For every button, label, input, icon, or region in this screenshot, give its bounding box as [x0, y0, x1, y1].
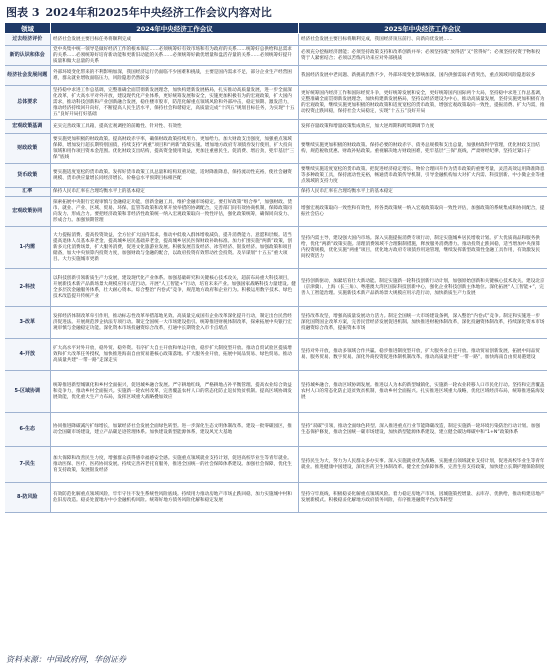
table-row — [5, 46, 547, 66]
cell-2025: 发挥存量政策和增量政策集成效应，加大逆周期和跨周期调节力度 — [299, 120, 547, 134]
cell-2024: 加大保障和改善民生力度，增强群众获得感幸福感安全感。实施重点领域就业支持计划，促进高校毕业生等青年就业。推动医保、医疗、医药协同发展。持续完善养老托育服务，推进全国统一的社会保障体系建设。加强社会保障，优化生育支持政策，发展银发经济 — [51, 447, 299, 483]
cell-2024: 探索拓展中央银行宏观审慎与金融稳定功能，创新金融工具，维护金融市场稳定。要打好政策“组合拳”，加强财政、货币、就业、产业、区域、贸易、环保、监管等政策和改革开放举措的协调配合，完善部门间有效协商机制，保障政策同向发力、形成合力。要把经济政策和非经济性政策统一纳入宏观政策取向一致性评估，强化政策统筹，确保同向发力、形成合力。加强预期管理 — [51, 197, 299, 227]
table-row — [5, 66, 547, 86]
cell-2024: 要实施更加积极的财政政策。提高财政赤字率，确保财政政策持续用力、更加给力。加大财政支出强度，加强重点领域保障，增加发行超长期特别国债，持续支持“两重”项目和“两新”政策实施。增加地方政府专项债券发行使用，扩大投向领域和用作项目资本金范围。优化财政支出结构，提高资金使用效益，更加注重惠民生、促消费、增后劲，兜牢基层“三保”底线 — [51, 134, 299, 164]
cell-2024: 大力提振消费、提高投资效益，全方位扩大国内需求。推动中低收入群体增收减负，提升消费能力、意愿和层级。适当提高退休人员基本养老金，提高城乡居民基础养老金，提高城乡居民医保财政补助标准。加力扩围实施“两新”政策，创新多元化消费场景，扩大服务消费，促进文化旅游业发展。积极发展首发经济、冰雪经济、银发经济。加强政策和项目储备，加大中央预算内投资力度，加强财政与金融的配合，以政府投资有效带动社会投资。及早谋划“十五五”重大项目。大力实施城市更新 — [51, 227, 299, 269]
table-row — [5, 307, 547, 339]
cell-2025: 增强宏观政策取向一致性和有效性，将各类政策统一纳入宏观政策取向一致性评估，加强政策的系统集成和协同配合，提振社会信心 — [299, 197, 547, 227]
cell-2024: 扩大高水平对外开放，稳外贸、稳外资。有序扩大自主开放和单边开放，稳步扩大制度型开放。推动自贸试验区提质增效和扩大改革任务授权，加快推进海南自由贸易港核心政策落地。扩大服务业开放，拓展中间品贸易、绿色贸易。推动高质量共建“一带一路”走深走实 — [51, 339, 299, 371]
area-cell: 7-民生 — [5, 447, 51, 483]
cell-2025: 坚持城乡融合，推动区域协调发展。推进以人为本的新型城镇化，实施新一轮农业转移人口市民化行动。坚持和完善覆盖农村人口的常态化防止返贫致贫机制，推动乡村全面振兴。扎实推进区域重大战略，优化区域经济布局，统筹推进陆海发展 — [299, 371, 547, 413]
area-cell: 货币政策 — [5, 164, 51, 188]
cell-2025: 我国经济发展中老问题、新挑战仍然不少，外部环境变化影响加深，国内供强需弱矛盾突出，重点领域风险隐患较多 — [299, 66, 547, 86]
cell-2025: 更好统筹国内经济工作和国际经贸斗争，更好统筹发展和安全，更好统筹国内国际两个大局，坚持稳中求进工作总基调，完整准确全面贯彻新发展理念，加快构建新发展格局，坚持以经济建设为中心，推动高质量发展，坚持实施更加积极有为的宏观政策，继续实施更加积极的财政政策和适度宽松的货币政策，增强宏观政策取向一致性，提振消费、扩大内需，推动投资止跌回稳，保持社会大局稳定，实现“十五五”良好开局 — [299, 86, 547, 120]
area-cell: 5-区域协调 — [5, 371, 51, 413]
table-row — [5, 227, 547, 269]
figure-title-label: 图表 3 — [6, 6, 40, 19]
figure-title-text: 2024年和2025年中央经济工作会议内容对比 — [45, 6, 272, 19]
area-cell: 新的认识和体会 — [5, 46, 51, 66]
cell-2025: 保持人民币汇率在合理均衡水平上的基本稳定 — [299, 188, 547, 197]
cell-2024: 外部环境变化带来的不利影响加深，我国经济运行仍面临不少困难和挑战，主要是国内需求不足，部分企业生产经营困难，群众就业增收面临压力，风险隐患仍然较多 — [51, 66, 299, 86]
cell-2024: 保持人民币汇率在合理均衡水平上的基本稳定 — [51, 188, 299, 197]
area-cell: 3-改革 — [5, 307, 51, 339]
cell-2024: 发挥经济体制改革牵引作用，推动标志性改革举措落地见效。高质量完成国有企业改革深化提升行动，制定出台民营经济促进法。开展规范涉企执法专项行动。制定全国统一大市场建设指引。统筹推进财税体制改革，探索拓展中央银行宏观审慎与金融稳定功能。深化资本市场投融资综合改革，打通中长期资金入市卡点堵点 — [51, 307, 299, 339]
header-2025: 2025年中央经济工作会议 — [299, 23, 547, 34]
cell-2025: 必须充分挖掘经济潜能；必须坚持政策支持和改革创新并举；必须坚持既“放得活”又“管得好”；必须坚持投资于物和投资于人紧密结合；必须以苦练内功来应对外部挑战 — [299, 46, 547, 66]
cell-2024: 以科技创新引领新质生产力发展，建设现代化产业体系。加强基础研究和关键核心技术攻关，超前布局重大科技项目，开展新技术新产品新场景大规模应用示范行动。开展“人工智能+”行动，培育未来产业。加强国家战略科技力量建设。健全多层次金融服务体系，壮大耐心资本。综合整治“内卷式”竞争，规范地方政府和企业行为。积极运用数字技术、绿色技术改造提升传统产业 — [51, 269, 299, 307]
cell-2025: 坚持民生为大，努力为人民群众多办实事。深入实施就业优先战略，实施重点领域就业支持计划，促进高校毕业生等青年就业。推进健康中国建设，深化医药卫生体制改革。健全社会保障体系，完善生育支持政策，加快建立长期护理保险制度 — [299, 447, 547, 483]
cell-2024: 党中央集中统一领导是做好经济工作的根本保证……必须统筹好有效市场和有为政府的关系……统筹好总供给和总需求的关系……必须统筹好培育新动能和更新旧动能的关系……必须统筹好做优增量和盘活存量的关系……必须统筹好提升质量和做大总量的关系 — [51, 46, 299, 66]
cell-2024: 要实施适度宽松的货币政策。发挥好货币政策工具总量和结构双重功能，适时降准降息，保持流动性充裕，使社会融资规模、货币供应量增长同经济增长、价格总水平预期目标相匹配 — [51, 164, 299, 188]
cell-2025: 坚持对外开放，推动多领域合作共赢。稳步推进制度型开放，扩大服务业自主开放。推动贸易创新发展，拓展中间品贸易、服务贸易、数字贸易。深化外商投资促进体制机制改革。推动高质量共建“一带一路”，加快海南自由贸易港建设 — [299, 339, 547, 371]
table-row — [5, 339, 547, 371]
source-note: 资料来源：中国政府网，华创证券 — [6, 655, 126, 664]
area-cell: 6-生态 — [5, 413, 51, 447]
table-row — [5, 86, 547, 120]
area-cell: 1-内需 — [5, 227, 51, 269]
area-cell: 宏观政策协同 — [5, 197, 51, 227]
cell-2025: 要继续实施适度宽松的货币政策。把促进经济稳定增长、物价合理回升作为货币政策的重要考量，灵活高效运用降准降息等多种政策工具，保持流动性充裕，畅通货币政策传导机制，引导金融机构加大对扩大内需、科技创新、中小微企业等重点领域的支持力度 — [299, 164, 547, 188]
cell-2025: 坚持“双碳”引领，推动全面绿色转型。深入推进重点行业节能降碳改造，制定实施新一轮环境污染防治行动计划。加强生态保护修复，推动全国统一碳市场建设，加快新型能源体系建设，建立健全碳达峰碳中和“1+N”政策体系 — [299, 413, 547, 447]
cell-2024: 有效防范化解重点领域风险，牢牢守住不发生系统性风险底线。持续用力推动房地产市场止跌回稳，加力实施城中村和危旧房改造。稳妥处置地方中小金融机构风险。统筹好地方债务风险化解和稳定发展 — [51, 483, 299, 513]
header-area: 领域 — [5, 23, 51, 34]
area-cell: 4-开放 — [5, 339, 51, 371]
figure-title — [6, 4, 272, 20]
area-cell: 总体要求 — [5, 86, 51, 120]
cell-2025: 经济社会发展主要目标将顺利完成，我国经济顶压前行、向新向优发展…… — [299, 34, 547, 46]
table-header-row — [5, 23, 547, 34]
cell-2024: 经济社会发展主要目标任务将顺利完成 — [51, 34, 299, 46]
area-cell: 汇率 — [5, 188, 51, 197]
cell-2025: 坚持创新驱动，加紧培育壮大新动能。制定实施新一轮科技创新行动计划，加强原始创新和关键核心技术攻关。建设北京（京津冀）、上海（长三角）、粤港澳大湾区国际科技创新中心，强化企业科技创新主体地位。深化拓展“人工智能+”，完善人工智能治理。实施新技术新产品新场景大规模应用示范行动，加快新质生产力发展 — [299, 269, 547, 307]
table-row — [5, 371, 547, 413]
cell-2024: 充实完善政策工具箱，提高宏观调控的前瞻性、针对性、有效性 — [51, 120, 299, 134]
area-cell: 2-科技 — [5, 269, 51, 307]
table-row — [5, 413, 547, 447]
cell-2025: 要继续实施更加积极的财政政策。保持必要的财政赤字、债务总规模和支出总量，加强财政科学管理，优化财政支出结构，规范税收优惠、财政补贴政策。重视解决地方财政困难，兜牢基层“三保”底线，严肃财经纪律，坚持过紧日子 — [299, 134, 547, 164]
table-row — [5, 447, 547, 483]
table-body — [5, 34, 547, 513]
table-row — [5, 197, 547, 227]
cell-2025: 坚持守牢底线，积极稳妥化解重点领域风险。着力稳定房地产市场，因城施策控增量、去库存、优供给，推动构建房地产发展新模式。积极稳妥化解地方政府债务风险，有序推进融资平台改革转型 — [299, 483, 547, 513]
table-row — [5, 34, 547, 46]
area-cell: 经济社会发展问题 — [5, 66, 51, 86]
table-row — [5, 134, 547, 164]
cell-2025: 坚持改革攻坚，增强高质量发展动力活力。制定全国统一大市场建设条例，深入整治“内卷式”竞争。制定和实施进一步深化国资国企改革方案，完善民营经济发展促进机制。加快推进财税体制改革，深化投融资体制改革，持续深化资本市场投融资综合改革，提振资本市场 — [299, 307, 547, 339]
table-row — [5, 483, 547, 513]
cell-2024: 协同推进降碳减污扩绿增长，加紧经济社会发展全面绿色转型。进一步深化生态文明体制改革。建设一批零碳园区，推动全国碳市场建设，建立产品碳足迹管理体系。加快建设新型能源体系，建设风光大基地 — [51, 413, 299, 447]
cell-2024: 坚持稳中求进工作总基调，完整准确全面贯彻新发展理念，加快构建新发展格局，扎实推动高质量发展，进一步全面深化改革，扩大高水平对外开放，建设现代化产业体系，更好统筹发展和安全，实施更加积极有为的宏观政策，扩大国内需求，推动科技创新和产业创新融合发展，稳住楼市股市，防范化解重点领域风险和外部冲击，稳定预期、激发活力，推动经济持续回升向好，不断提高人民生活水平，保持社会和谐稳定，高质量完成“十四五”规划目标任务，为实现“十五五”良好开局打好基础 — [51, 86, 299, 120]
area-cell: 财政政策 — [5, 134, 51, 164]
table-row — [5, 120, 547, 134]
area-cell: 宏观政策基调 — [5, 120, 51, 134]
table-row — [5, 164, 547, 188]
header-2024: 2024年中央经济工作会议 — [51, 23, 299, 34]
table-row — [5, 188, 547, 197]
table-row — [5, 269, 547, 307]
cell-2024: 统筹推进新型城镇化和乡村全面振兴，促进城乡融合发展。严守耕地红线，严格耕地占补平衡管理。提高农业综合效益和竞争力，推动乡村全面振兴。实施新一轮农村改革，完善覆盖农村人口的常态化防止返贫致贫机制。提高区域协调发展效能，优化重大生产力布局，发挥区域重大战略叠加效应 — [51, 371, 299, 413]
cell-2025: 坚持内需主导，建设强大国内市场。深入实施提振消费专项行动，制定实施城乡居民增收计划。扩大优质商品和服务供给，优化“两新”政策实施。清理消费领域不合理限制措施，释放服务消费潜力。推动投资止跌回稳，适当增加中央预算内投资规模，优化实施“两重”项目，优化地方政府专项债券用途管理，继续发挥新型政策性金融工具作用，有效激发民间投资活力 — [299, 227, 547, 269]
comparison-table — [4, 22, 547, 513]
area-cell: 过去经济评价 — [5, 34, 51, 46]
area-cell: 8-防风险 — [5, 483, 51, 513]
